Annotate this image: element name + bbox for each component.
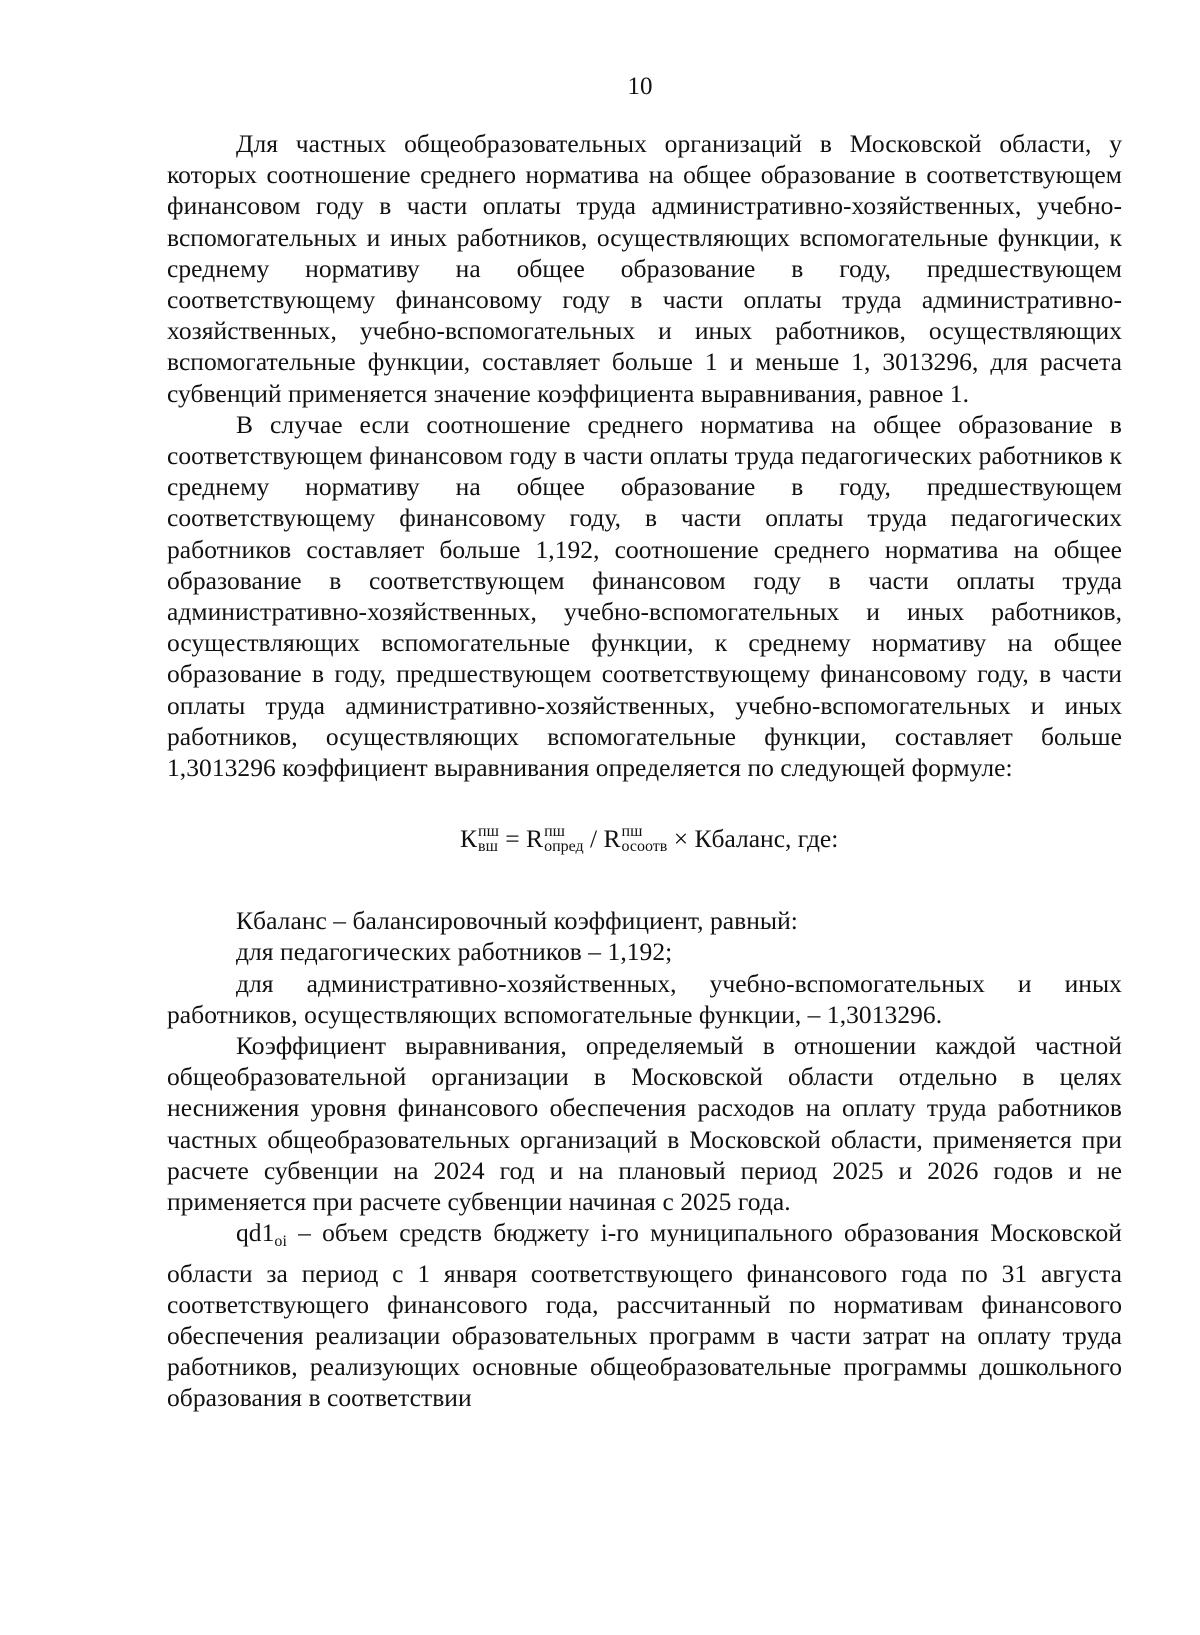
paragraph-ratio-condition: В случае если соотношение среднего норматива на общее образование в соответствующем финансовом году в части оплаты труда педагогических работников к среднему нормативу на общее образование в году, предшествующем соответствующему финансовому году, в части оплаты труда педагогических работников составляет больше 1,192, соотношение среднего норматива на общее образование в соответствующем финансовом году в части оплаты труда административно-хозяйственных, учебно-вспомогательных и иных работников, осуществляющих вспомогательные функции, к среднему нормативу на общее образование в году, предшествующем соответствующему финансовому году, в части оплаты труда административно-хозяйственных, учебно-вспомогательных и иных работников, осуществляющих вспомогательные функции, составляет больше 1,3013296 коэффициент выравнивания определяется по следующей формуле:: [167, 409, 1122, 783]
formula-k: К пш вш: [460, 823, 499, 856]
formula-equals: =: [498, 824, 527, 854]
paragraph-kbalance-administrative: для административно-хозяйственных, учебно-вспомогательных и иных работников, осуществляющих вспомогательные функции, – 1,3013296.: [167, 968, 1122, 1029]
qd1-text: – объем средств бюджету i-го муниципального образования Московской области за период с 1 января соответствующего финансового года по 31 августа соответствующего финансового года, рассчитанный по нормативам финансового обеспечения реализации образовательных программ в части затрат на оплату труда работников, реализующих основные общеобразовательные программы дошкольного образования в соответствии: [167, 1218, 1122, 1413]
equalization-formula: [167, 823, 1122, 893]
qd1-term: qd1: [236, 1218, 275, 1248]
paragraph-private-organizations: Для частных общеобразовательных организаций в Московской области, у которых соотношение среднего норматива на общее образование в соответствующем финансовом году в части оплаты труда административно-хозяйственных, учебно-вспомогательных и иных работников, осуществляющих вспомогательные функции, к среднему нормативу на общее образование в году, предшествующем соответствующему финансовому году в части оплаты труда административно-хозяйственных, учебно-вспомогательных и иных работников, осуществляющих вспомогательные функции, составляет больше 1 и меньше 1, 3013296, для расчета субвенций применяется значение коэффициента выравнивания, равное 1.: [167, 129, 1122, 408]
paragraph-kbalance-pedagogical: для педагогических работников – 1,192;: [236, 937, 673, 967]
qd1-subscript: oi: [274, 1233, 287, 1251]
paragraph-qd1-definition: [167, 1217, 1122, 1413]
formula-r-opred: R пш опред: [526, 823, 584, 856]
page-number: 10: [627, 73, 653, 100]
paragraph-equalization-coefficient: Коэффициент выравнивания, определяемый в отношении каждой частной общеобразовательной организации в Московской области отдельно в целях неснижения уровня финансового обеспечения расходов на оплату труда работников частных общеобразовательных организаций в Московской области, применяется при расчете субвенции на 2024 год и на плановый период 2025 и 2026 годов и не применяется при расчете субвенции начиная с 2025 года.: [167, 1031, 1122, 1217]
paragraph-kbalance-definition: Кбаланс – балансировочный коэффициент, равный:: [236, 906, 798, 936]
document-body: [167, 128, 1122, 1414]
formula-tail: × Кбаланс, где:: [667, 824, 839, 854]
formula-slash: /: [583, 824, 604, 854]
formula-r-osootv: R пш осоотв: [603, 823, 668, 856]
